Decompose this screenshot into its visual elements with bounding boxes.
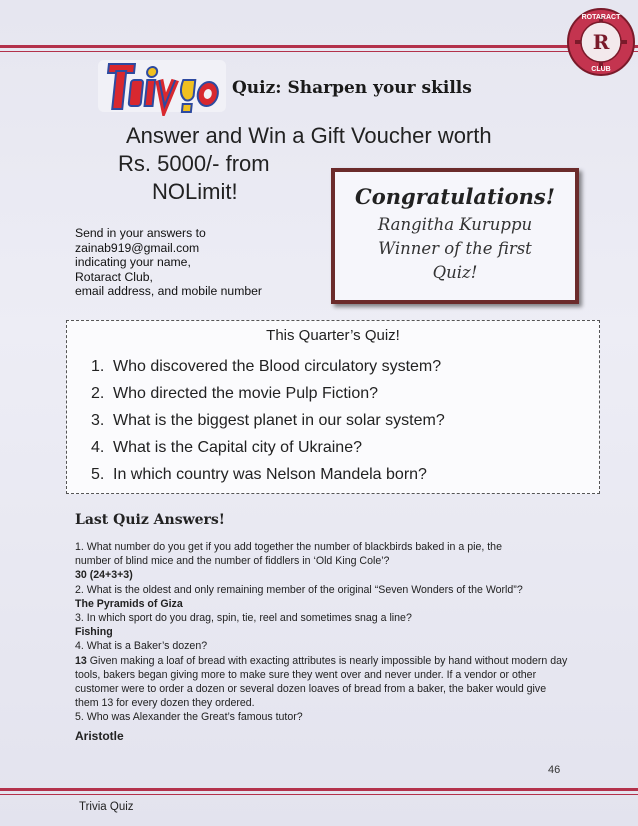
question-item: [91, 380, 445, 407]
answer-1: 30 (24+3+3): [75, 569, 133, 582]
quiz-title: This Quarter’s Quiz!: [266, 327, 400, 344]
footer-text: Trivia Quiz: [79, 801, 134, 813]
answer-4-explanation: Given making a loaf of bread with exacting attributes is nearly impossible by hand without modern day tools, bakers began giving more to make sure they went over and never under. If a vendor or other customer were to order a dozen or several dozen loaves of bread from a baker, the baker would give them 13 for every dozen they ordered.: [75, 654, 568, 710]
question-3: 3. In which sport do you drag, spin, tie, reel and sometimes snag a line?: [75, 612, 412, 625]
footer-rule-thin: [0, 794, 638, 795]
emblem-letter: R: [592, 30, 610, 54]
emblem-bottom-text: CLUB: [591, 66, 611, 73]
question-text: What is the biggest planet in our solar system?: [113, 412, 445, 429]
send-line-3: indicating your name,: [75, 255, 191, 270]
page-number: 46: [548, 764, 561, 776]
question-5: 5. Who was Alexander the Great’s famous tutor?: [75, 711, 303, 724]
question-text: In which country was Nelson Mandela born?: [113, 466, 427, 483]
page-title: Quiz: Sharpen your skills: [232, 78, 472, 98]
winner-name: Rangitha Kuruppu: [377, 215, 533, 234]
question-text: Who directed the movie Pulp Fiction?: [113, 385, 379, 402]
question-item: [91, 434, 445, 461]
answer-2: The Pyramids of Giza: [75, 597, 183, 610]
emblem-top-text: ROTARACT: [581, 14, 621, 21]
answer-4-number: 13: [75, 654, 87, 667]
question-number: 1.: [91, 358, 105, 375]
question-text: Who discovered the Blood circulatory system?: [113, 358, 442, 375]
question-1-line-2: number of blind mice and the number of fiddlers in ‘Old King Cole’?: [75, 555, 390, 568]
trivia-logo: [96, 54, 230, 116]
last-quiz-heading: Last Quiz Answers!: [75, 512, 225, 528]
answer-3: Fishing: [75, 626, 113, 639]
question-number: 5.: [91, 466, 105, 483]
footer-rule: [0, 788, 638, 791]
congrats-heading: Congratulations!: [355, 184, 555, 209]
send-in-instructions: [75, 226, 315, 299]
winner-line-2: Winner of the first: [378, 239, 532, 258]
promo-line-2: Rs. 5000/- from: [118, 151, 270, 176]
question-2: 2. What is the oldest and only remaining member of the original “Seven Wonders of the World”?: [75, 583, 523, 596]
question-number: 4.: [91, 439, 105, 456]
question-item: [91, 353, 445, 380]
question-text: What is the Capital city of Ukraine?: [113, 439, 362, 456]
question-number: 2.: [91, 385, 105, 402]
rotaract-club-emblem: [565, 6, 637, 78]
last-quiz-answers: [75, 540, 575, 743]
promo-line-3: NOLimit!: [152, 179, 238, 204]
winner-line-3: Quiz!: [432, 263, 478, 282]
contact-email: zainab919@gmail.com: [75, 240, 200, 255]
send-line-4: Rotaract Club,: [75, 269, 153, 284]
answer-4: [75, 654, 570, 711]
promo-line-1: Answer and Win a Gift Voucher worth: [126, 123, 492, 148]
question-number: 3.: [91, 412, 105, 429]
question-1-line-1: 1. What number do you get if you add together the number of blackbirds baked in a pie, the: [75, 541, 502, 553]
quiz-box: [66, 320, 600, 494]
congratulations-box: [331, 168, 579, 304]
question-4: 4. What is a Baker’s dozen?: [75, 640, 208, 653]
question-list: [91, 353, 445, 488]
answer-5: Aristotle: [75, 728, 124, 743]
send-line-1: Send in your answers to: [75, 226, 206, 240]
question-item: [91, 407, 445, 434]
header-rule: [0, 45, 638, 48]
header-rule-thin: [0, 51, 638, 52]
send-line-5: email address, and mobile number: [75, 284, 262, 299]
question-item: [91, 461, 445, 488]
